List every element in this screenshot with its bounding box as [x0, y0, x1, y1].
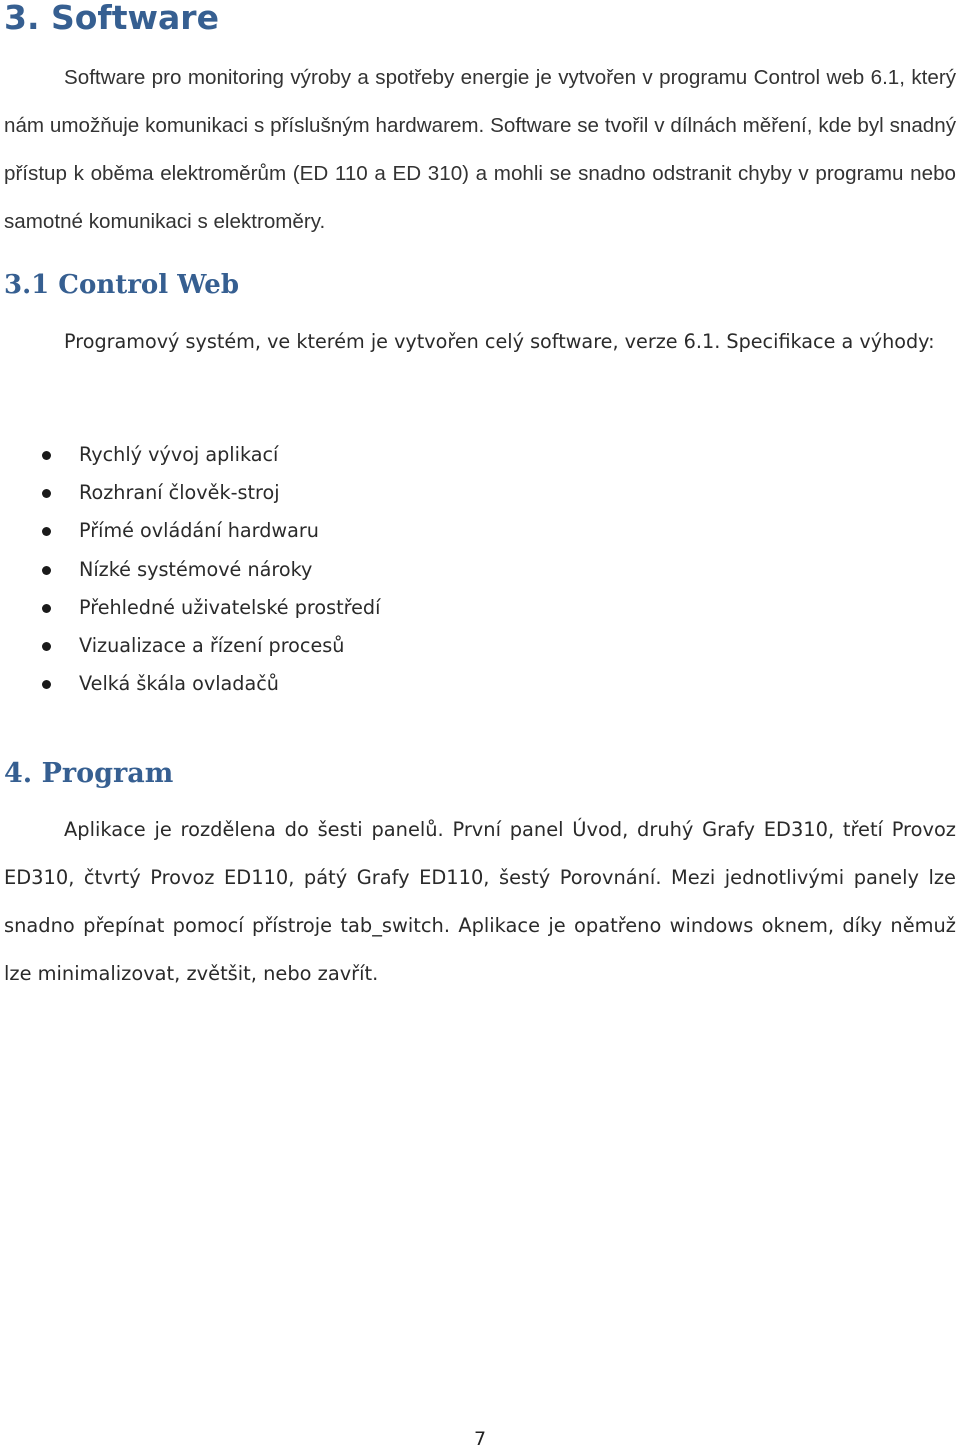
paragraph-control-web: Programový systém, ve kterém je vytvořen celý software, verze 6.1. Specifikace a výhody: [64, 330, 935, 353]
list-item [0, 665, 380, 703]
list-item-text: Přímé ovládání hardwaru [79, 519, 319, 543]
list-item-text: Nízké systémové nároky [79, 557, 313, 581]
list-item-text: Přehledné uživatelské prostředí [79, 595, 381, 619]
list-item-text: Velká škála ovladačů [79, 672, 279, 696]
list-item-text: Rozhraní člověk-stroj [79, 481, 280, 505]
list-item [0, 627, 380, 665]
bullet-icon [42, 642, 51, 651]
list-item [0, 474, 380, 512]
bullet-icon [42, 604, 51, 613]
page-number: 7 [473, 1428, 487, 1450]
bullet-icon [42, 680, 51, 689]
section-heading-software: 3. Software [4, 0, 219, 37]
paragraph-program: Aplikace je rozdělena do šesti panelů. První panel Úvod, druhý Grafy ED310, třetí Provoz ED310, čtvrtý Provoz ED110, pátý Grafy ED110, šestý Porovnání. Mezi jednotlivými panely lze snadno přepínat pomocí přístroje tab_switch. Aplikace je opatřeno windows oknem, díky němuž lze minimalizovat, zvětšit, nebo zavřít. [4, 818, 956, 985]
bullet-icon [42, 451, 51, 460]
list-item [0, 512, 380, 550]
list-item-text: Vizualizace a řízení procesů [79, 633, 345, 657]
subsection-heading-control-web: 3.1 Control Web [4, 270, 240, 300]
list-item-text: Rychlý vývoj aplikací [79, 443, 279, 466]
bullet-icon [42, 489, 51, 498]
section-heading-program: 4. Program [4, 758, 174, 789]
bullet-icon [42, 527, 51, 536]
list-item [0, 589, 380, 627]
paragraph-software: Software pro monitoring výroby a spotřeby energie je vytvořen v programu Control web 6.1, který nám umožňuje komunikaci s příslušným hardwarem. Software se tvořil v dílnách měření, kde byl snadný přístup k oběma elektroměrům (ED 110 a ED 310) a mohli se snadno odstranit chyby v programu nebo samotné komunikaci s elektroměry. [4, 66, 956, 233]
list-item [0, 551, 380, 589]
list-item [0, 436, 380, 474]
advantages-list [0, 436, 380, 703]
bullet-icon [42, 566, 51, 575]
